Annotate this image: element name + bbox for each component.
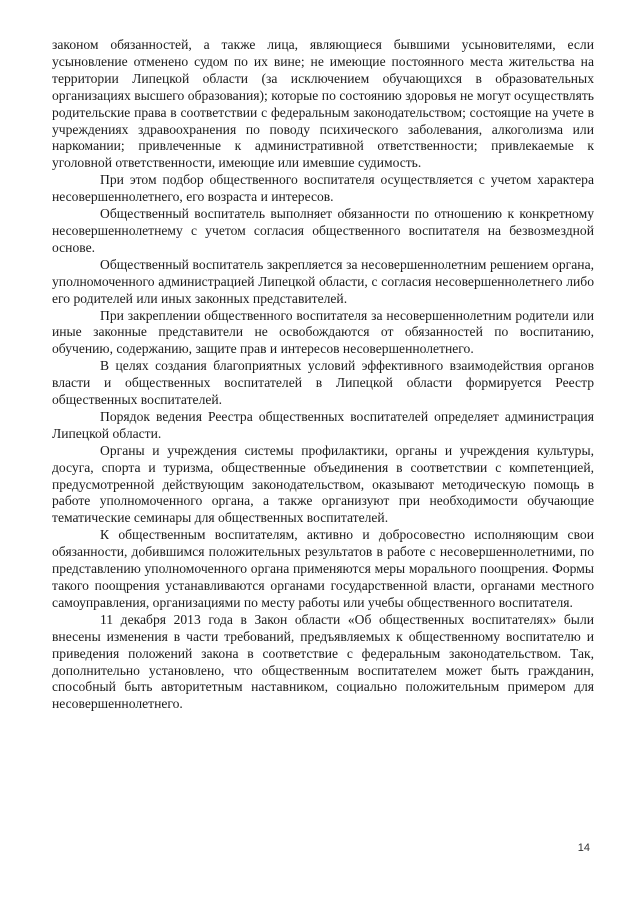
paragraph: Органы и учреждения системы профилактики, органы и учреждения культуры, досуга, спорта и туризма, общественные объединения в соответствии с компетенцией, предусмотренной действующим законодательством, оказывают методическую помощь в работе уполномоченного органа, а также организуют при необходимости обучающие тематические семинары для общественных воспитателей. xyxy=(52,442,594,526)
paragraph: Порядок ведения Реестра общественных воспитателей определяет администрация Липецкой области. xyxy=(52,408,594,441)
paragraph: К общественным воспитателям, активно и добросовестно исполняющим свои обязанности, добившимся положительных результатов в работе с несовершеннолетними, по представлению уполномоченного органа применяются меры морального поощрения. Формы такого поощрения устанавливаются органами государственной власти, органами местного самоуправления, организациями по месту работы или учебы общественного воспитателя. xyxy=(52,527,594,610)
paragraph-continuation: законом обязанностей, а также лица, являющиеся бывшими усыновителями, если усыновление отменено судом по их вине; не имеющие постоянного места жительства на территории Липецкой области (за исключением обучающихся в образовательных организациях высшего образования); которые по состоянию здоровья не могут осуществлять родительские права в соответствии с федеральным законодательством; состоящие на учете в учреждениях здравоохранения по поводу психического заболевания, алкоголизма или наркомании; привлеченные к административной ответственности; привлекаемые к уголовной ответственности, имеющие или имевшие судимость. xyxy=(52,37,594,171)
page-number: 14 xyxy=(577,842,590,854)
paragraph: При этом подбор общественного воспитателя осуществляется с учетом характера несовершеннолетнего, его возраста и интересов. xyxy=(52,172,594,205)
paragraph: В целях создания благоприятных условий эффективного взаимодействия органов власти и общественных воспитателей в Липецкой области формируется Реестр общественных воспитателей. xyxy=(52,358,594,408)
paragraph: 11 декабря 2013 года в Закон области «Об общественных воспитателях» были внесены изменения в части требований, предъявляемых к общественному воспитателю и приведения положений закона в соответствие с федеральным законодательством. Так, дополнительно установлено, что общественным воспитателем может быть гражданин, способный быть авторитетным наставником, социально положительным примером для несовершеннолетнего. xyxy=(52,611,594,712)
paragraph: Общественный воспитатель выполняет обязанности по отношению к конкретному несовершеннолетнему с учетом согласия общественного воспитателя на безвозмездной основе. xyxy=(52,206,594,255)
body-text xyxy=(52,37,594,713)
paragraph: При закреплении общественного воспитателя за несовершеннолетним родители или иные законные представители не освобождаются от обязанностей по воспитанию, обучению, содержанию, защите прав и интересов несовершеннолетнего. xyxy=(52,307,594,357)
paragraph: Общественный воспитатель закрепляется за несовершеннолетним решением органа, уполномоченного администрацией Липецкой области, с согласия несовершеннолетнего либо его родителей или иных законных представителей. xyxy=(52,256,594,306)
